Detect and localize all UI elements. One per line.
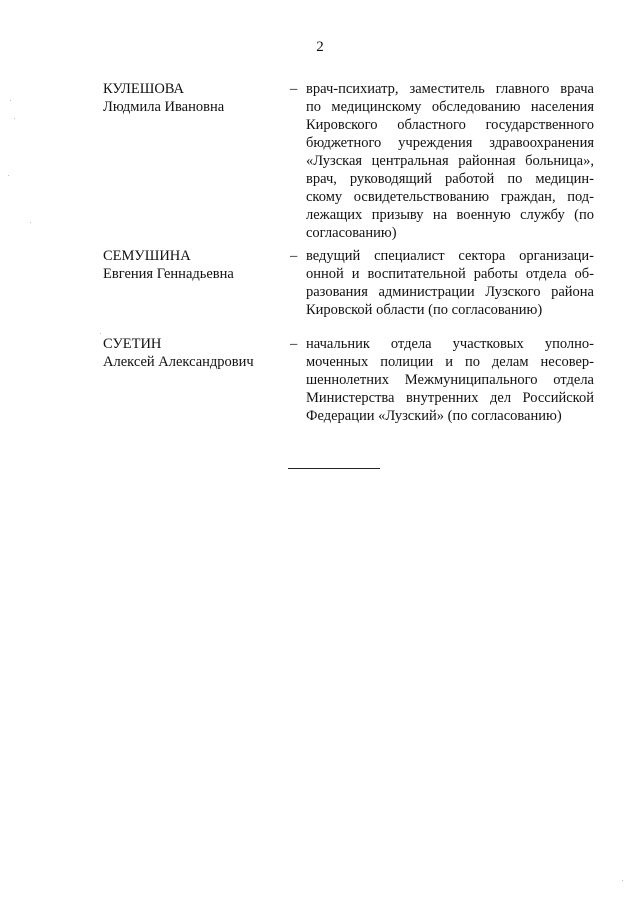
dash-separator: – bbox=[290, 248, 298, 264]
member-name bbox=[103, 80, 278, 116]
description-line: шеннолетних Межмуниципального отдела bbox=[306, 372, 594, 388]
member-surname: СЕМУШИНА bbox=[103, 248, 191, 264]
page-number: 2 bbox=[316, 39, 324, 55]
member-description bbox=[306, 80, 594, 242]
end-rule bbox=[288, 468, 380, 469]
scan-artifact bbox=[100, 333, 101, 334]
scan-artifact bbox=[10, 100, 11, 101]
description-line: разования администрации Лузского района bbox=[306, 284, 594, 300]
description-line: лежащих призыву на военную службу (по bbox=[306, 207, 594, 223]
member-description bbox=[306, 335, 594, 425]
description-line: скому освидетельствованию граждан, под- bbox=[306, 189, 594, 205]
description-line: врач, руководящий работой по медицин- bbox=[306, 171, 594, 187]
member-given-names: Евгения Геннадьевна bbox=[103, 266, 234, 282]
description-line: согласованию) bbox=[306, 225, 397, 241]
description-line: моченных полиции и по делам несовер- bbox=[306, 354, 594, 370]
member-name bbox=[103, 247, 278, 283]
description-line: Федерации «Лузский» (по согласованию) bbox=[306, 408, 562, 424]
scan-artifact bbox=[14, 118, 15, 119]
member-name bbox=[103, 335, 278, 371]
scan-artifact bbox=[622, 880, 623, 881]
member-surname: СУЕТИН bbox=[103, 336, 162, 352]
description-line: Кировской области (по согласованию) bbox=[306, 302, 543, 318]
member-description bbox=[306, 247, 594, 319]
member-given-names: Алексей Александрович bbox=[103, 354, 254, 370]
scan-artifact bbox=[30, 222, 31, 223]
dash-separator: – bbox=[290, 81, 298, 97]
description-line: «Лузская центральная районная больница», bbox=[306, 153, 594, 169]
description-line: врач-психиатр, заместитель главного врача bbox=[306, 81, 594, 97]
description-line: онной и воспитательной работы отдела об- bbox=[306, 266, 594, 282]
scan-artifact bbox=[8, 175, 9, 176]
description-line: ведущий специалист сектора организаци- bbox=[306, 248, 594, 264]
description-line: Министерства внутренних дел Российской bbox=[306, 390, 594, 406]
dash-separator: – bbox=[290, 336, 298, 352]
description-line: начальник отдела участковых уполно- bbox=[306, 336, 594, 352]
description-line: Кировского областного государственного bbox=[306, 117, 594, 133]
member-surname: КУЛЕШОВА bbox=[103, 81, 185, 97]
member-given-names: Людмила Ивановна bbox=[103, 99, 225, 115]
description-line: бюджетного учреждения здравоохранения bbox=[306, 135, 594, 151]
description-line: по медицинскому обследованию населения bbox=[306, 99, 594, 115]
